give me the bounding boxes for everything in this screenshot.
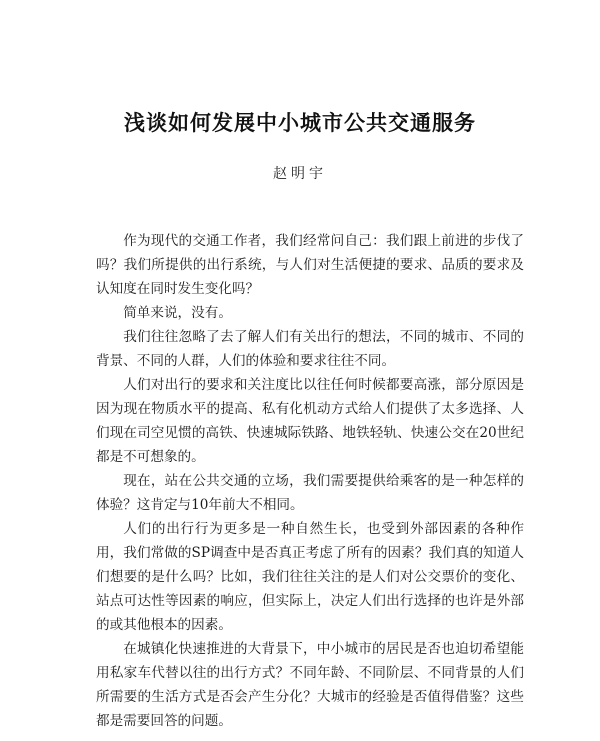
paragraph-1: 作为现代的交通工作者，我们经常问自己：我们跟上前进的步伐了吗？我们所提供的出行系统，与人们对生活便捷的要求、品质的要求及认知度在同时发生变化吗？ (96, 233, 524, 297)
paragraph-7: 在城镇化快速推进的大背景下，中小城市的居民是否也迫切希望能用私家车代替以往的出行方式？不同年龄、不同阶层、不同背景的人们所需要的生活方式是否会产生分化？大城市的经验是否值得借鉴？这些都是需要回答的问题。 (96, 641, 524, 729)
document-body (96, 229, 524, 733)
document-title: 浅谈如何发展中小城市公共交通服务 (124, 110, 476, 135)
paragraph-3: 我们往往忽略了去了解人们有关出行的想法，不同的城市、不同的背景、不同的人群，人们的体验和要求往往不同。 (96, 329, 524, 369)
paragraph-2: 简单来说，没有。 (123, 305, 232, 321)
document-author: 赵明宇 (273, 166, 327, 182)
paragraph-5: 现在，站在公共交通的立场，我们需要提供给乘客的是一种怎样的体验？这肯定与10年前大不相同。 (96, 473, 524, 513)
paragraph-4: 人们对出行的要求和关注度比以往任何时候都要高涨，部分原因是因为现在物质水平的提高、私有化机动方式给人们提供了太多选择、人们现在司空见惯的高铁、快速城际铁路、地铁轻轨、快速公交在20世纪都是不可想象的。 (96, 377, 524, 465)
paragraph-6: 人们的出行行为更多是一种自然生长，也受到外部因素的各种作用，我们常做的SP调查中是否真正考虑了所有的因素？我们真的知道人们想要的是什么吗？比如，我们往往关注的是人们对公交票价的变化、站点可达性等因素的响应，但实际上，决定人们出行选择的也许是外部的或其他根本的因素。 (96, 521, 524, 633)
